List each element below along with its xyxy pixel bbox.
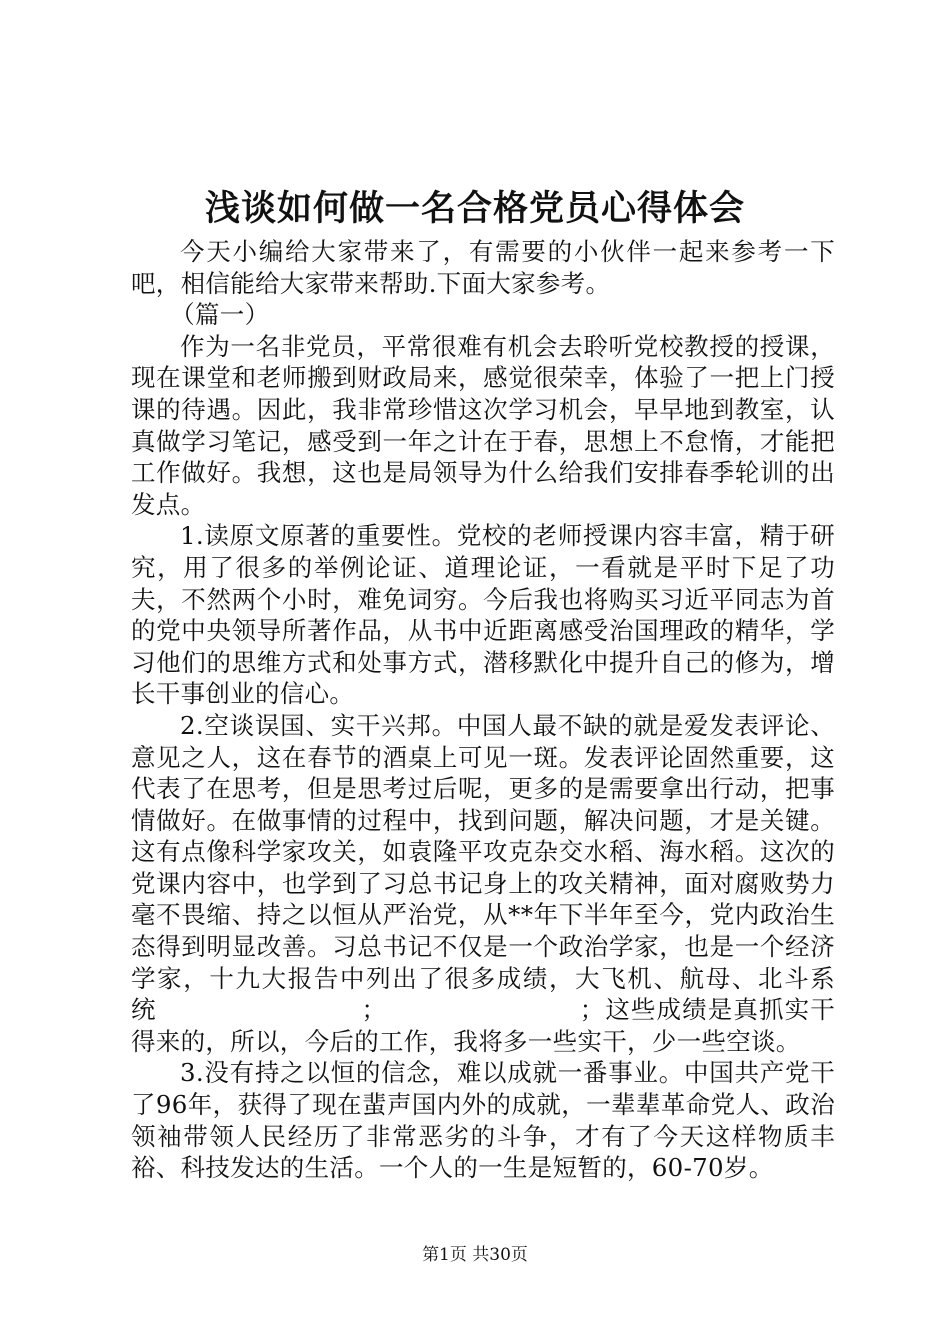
body-paragraph: 作为一名非党员，平常很难有机会去聆听党校教授的授课，现在课堂和老师搬到财政局来，感觉很荣幸，体验了一把上门授课的待遇。因此，我非常珍惜这次学习机会，早早地到教室，认真做学习笔记，感受到一年之计在于春，思想上不怠惰，才能把工作做好。我想，这也是局领导为什么给我们安排春季轮训的出发点。 [131,331,835,519]
body-paragraph: 2.空谈误国、实干兴邦。中国人最不缺的就是爱发表评论、意见之人，这在春节的酒桌上可见一斑。发表评论固然重要，这代表了在思考，但是思考过后呢，更多的是需要拿出行动，把事情做好。在做事情的过程中，找到问题，解决问题，才是关键。这有点像科学家攻关，如袁隆平攻克杂交水稻、海水稻。这次的党课内容中，也学到了习总书记身上的攻关精神，面对腐败势力毫不畏缩、持之以恒从严治党，从**年下半年至今，党内政治生态得到明显改善。习总书记不仅是一个政治学家，也是一个经济学家，十九大报告中列出了很多成绩，大飞机、航母、北斗系统 ； ；这些成绩是真抓实干得来的，所以，今后的工作，我将多一些实干，少一些空谈。 [131,710,835,1056]
page-title: 浅谈如何做一名合格党员心得体会 [204,188,745,229]
body-paragraph: 1.读原文原著的重要性。党校的老师授课内容丰富，精于研究，用了很多的举例论证、道理论证，一看就是平时下足了功夫，不然两个小时，难免词穷。今后我也将购买习近平同志为首的党中央领导所著作品，从书中近距离感受治国理政的精华，学习他们的思维方式和处事方式，潜移默化中提升自己的修为，增长干事创业的信心。 [131,521,835,709]
page-footer: 第1页 共30页 [422,1245,528,1265]
section-heading: （篇一） [170,300,270,330]
document-body [131,236,835,1184]
intro-paragraph: 今天小编给大家带来了，有需要的小伙伴一起来参考一下吧，相信能给大家带来帮助.下面大家参考。 [131,237,835,298]
body-paragraph: 3.没有持之以恒的信念，难以成就一番事业。中国共产党干了96年，获得了现在蜚声国内外的成就，一辈辈革命党人、政治领袖带领人民经历了非常恶劣的斗争，才有了今天这样物质丰裕、科技发达的生活。一个人的一生是短暂的，60-70岁。 [131,1058,835,1183]
